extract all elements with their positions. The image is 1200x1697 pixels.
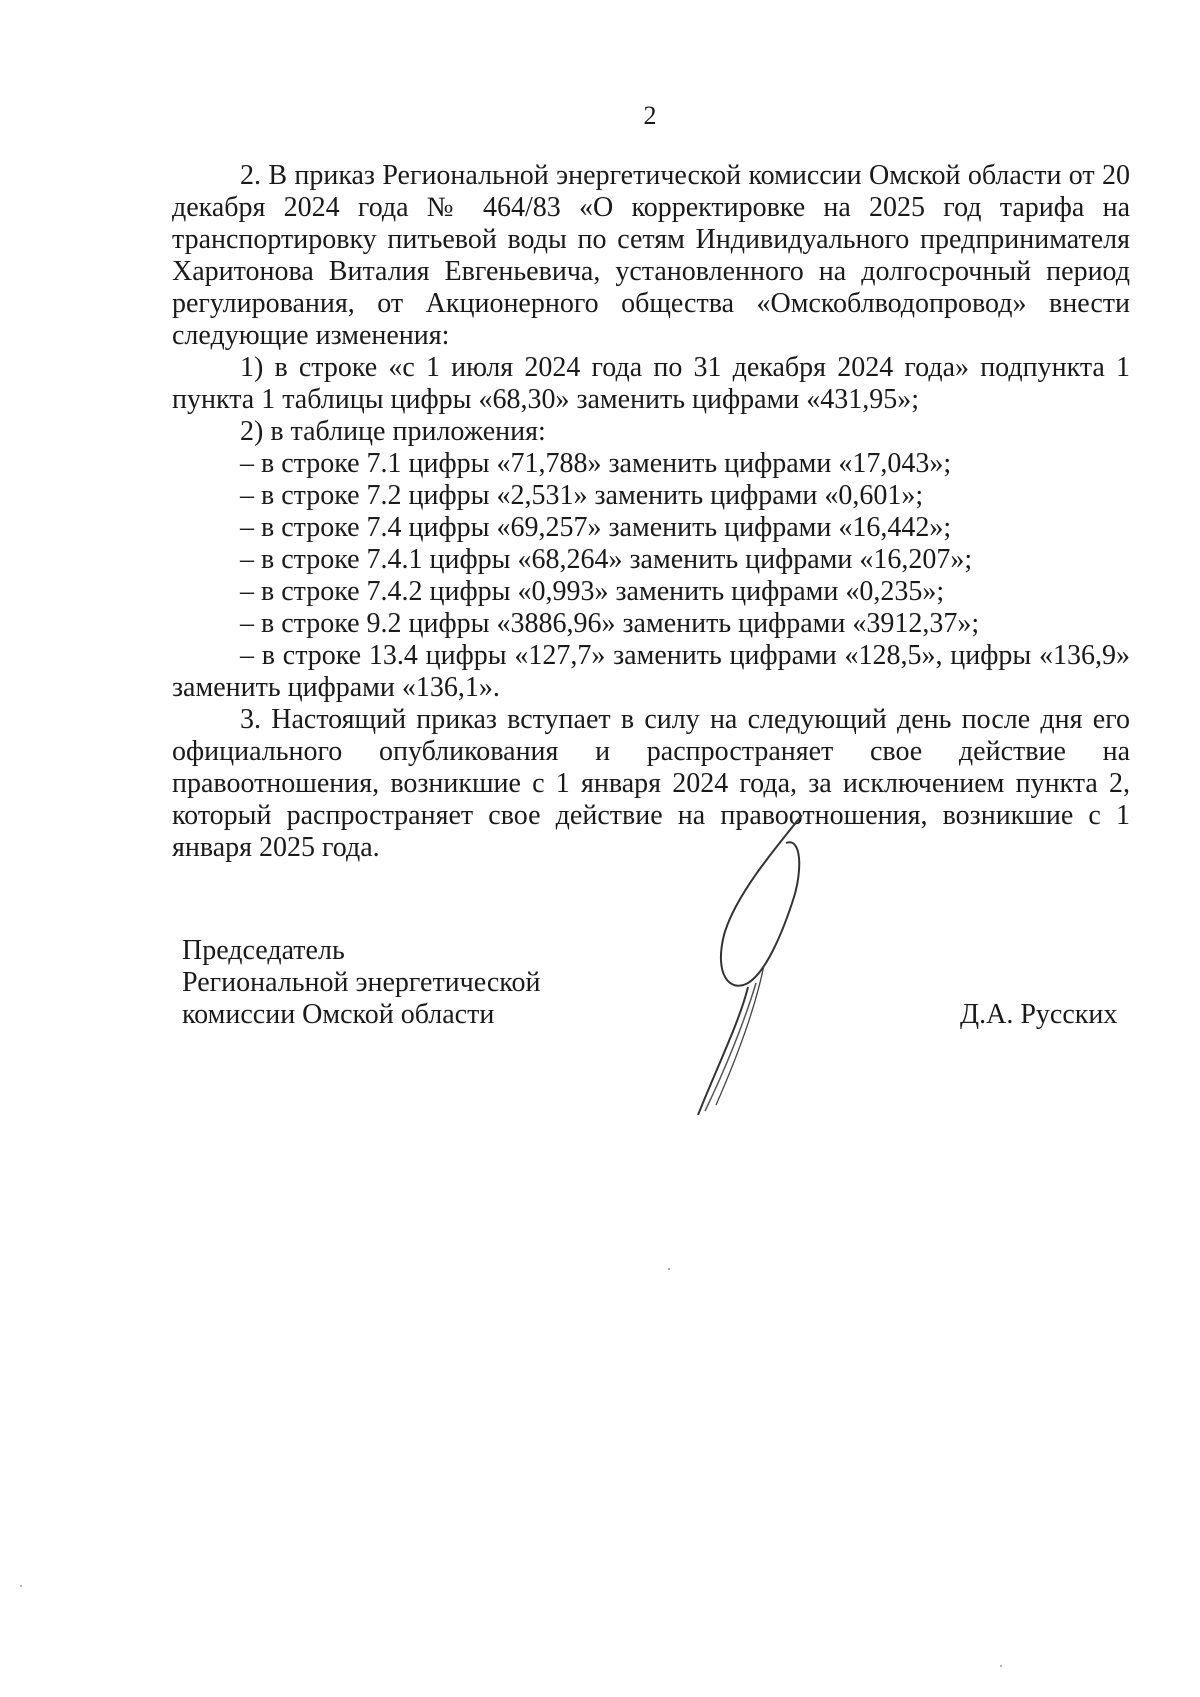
paragraph-3: 3. Настоящий приказ вступает в силу на следующий день после дня его официального опубликования и распространяет свое действие на правоотношения, возникшие с 1 января 2024 года, за исключением пункта 2, который распространяет свое действие на правоотношения, возникшие с 1 января 2025 года. (172, 704, 1130, 863)
paragraph-2: 2. В приказ Региональной энергетической комиссии Омской области от 20 декабря 2024 года № 464/83 «О корректировке на 2025 год тарифа на транспортировку питьевой воды по сетям Индивидуального предпринимателя Харитонова Виталия Евгеньевича, установленного на долгосрочный период регулирования, от Акционерного общества «Омскоблводопровод» внести следующие изменения: (172, 160, 1130, 351)
signatory-title-line: Председатель (182, 935, 345, 966)
subitem-1: 1) в строке «с 1 июля 2024 года по 31 декабря 2024 года» подпункта 1 пункта 1 таблицы цифры «68,30» заменить цифрами «431,95»; (172, 352, 1130, 415)
signatory-title (182, 935, 602, 1031)
change-line-7-4-1: – в строке 7.4.1 цифры «68,264» заменить цифрами «16,207»; (240, 544, 973, 575)
signatory-title-line: комиссии Омской области (182, 999, 495, 1030)
signatory-name: Д.А. Русских (960, 999, 1118, 1030)
scan-speck (20, 1585, 22, 1587)
change-line-7-1: – в строке 7.1 цифры «71,788» заменить цифрами «17,043»; (240, 448, 952, 479)
change-line-7-4-2: – в строке 7.4.2 цифры «0,993» заменить цифрами «0,235»; (240, 576, 945, 607)
change-line-13-4: – в строке 13.4 цифры «127,7» заменить цифрами «128,5», цифры «136,9» заменить цифрами «136,1». (172, 640, 1130, 703)
scan-speck (1000, 1665, 1002, 1667)
handwritten-signature (690, 815, 850, 1115)
change-line-7-4: – в строке 7.4 цифры «69,257» заменить цифрами «16,442»; (240, 512, 952, 543)
change-line-9-2: – в строке 9.2 цифры «3886,96» заменить цифрами «3912,37»; (240, 608, 980, 639)
scan-speck (668, 1268, 670, 1270)
subitem-2: 2) в таблице приложения: (240, 416, 546, 447)
change-line-7-2: – в строке 7.2 цифры «2,531» заменить цифрами «0,601»; (240, 480, 924, 511)
document-body (172, 160, 1130, 864)
page-number: 2 (643, 101, 657, 130)
signatory-title-line: Региональной энергетической (182, 967, 541, 998)
